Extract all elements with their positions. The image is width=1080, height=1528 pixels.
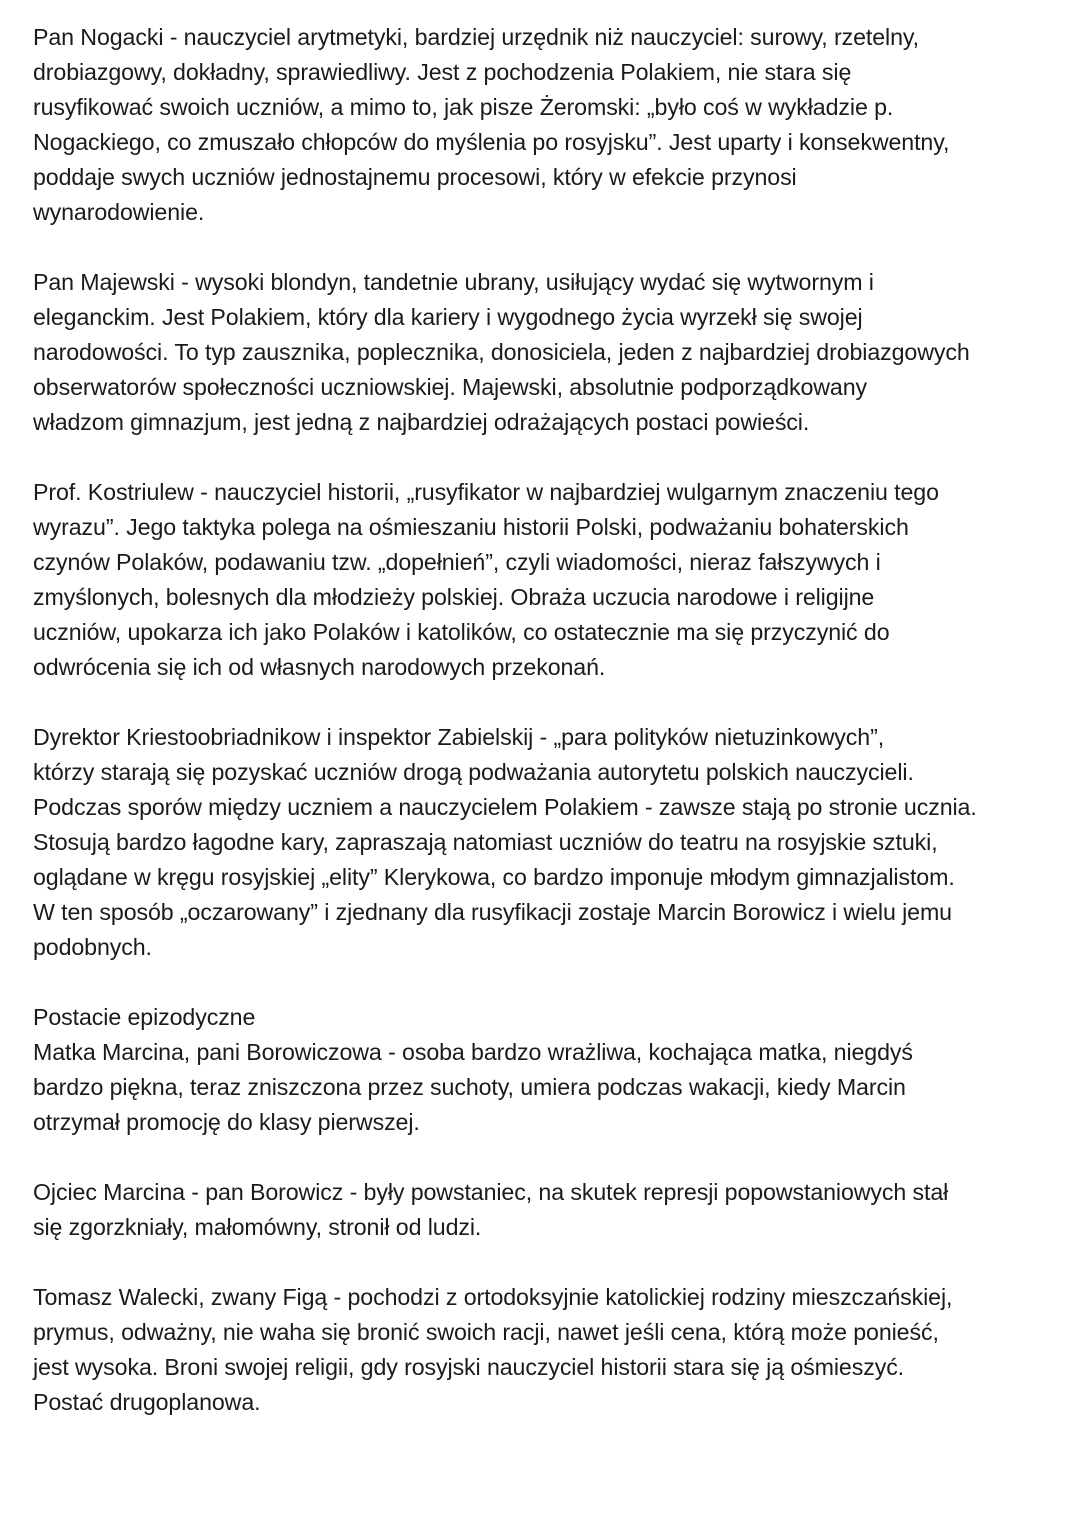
text-line: jest wysoka. Broni swojej religii, gdy rosyjski nauczyciel historii stara się ją ośmieszyć. xyxy=(33,1354,905,1380)
text-line: W ten sposób „oczarowany” i zjednany dla rusyfikacji zostaje Marcin Borowicz i wielu jemu xyxy=(33,899,952,925)
text-line: otrzymał promocję do klasy pierwszej. xyxy=(33,1109,420,1135)
text-line: eleganckim. Jest Polakiem, który dla kariery i wygodnego życia wyrzekł się swojej xyxy=(33,304,863,330)
text-line: Nogackiego, co zmuszało chłopców do myślenia po rosyjsku”. Jest uparty i konsekwentny, xyxy=(33,129,950,155)
text-line: Tomasz Walecki, zwany Figą - pochodzi z ortodoksyjnie katolickiej rodziny mieszczańskiej, xyxy=(33,1284,953,1310)
text-line: wynarodowienie. xyxy=(33,199,205,225)
text-line: Stosują bardzo łagodne kary, zapraszają natomiast uczniów do teatru na rosyjskie sztuki, xyxy=(33,829,938,855)
paragraph-ojciec xyxy=(33,1175,1063,1245)
text-line: narodowości. To typ zausznika, poplecznika, donosiciela, jeden z najbardziej drobiazgowych xyxy=(33,339,970,365)
text-line: Pan Nogacki - nauczyciel arytmetyki, bardziej urzędnik niż nauczyciel: surowy, rzetelny, xyxy=(33,24,919,50)
paragraph-majewski xyxy=(33,265,1063,440)
text-line: prymus, odważny, nie waha się bronić swoich racji, nawet jeśli cena, którą może ponieść, xyxy=(33,1319,939,1345)
paragraph-kostriulew xyxy=(33,475,1063,685)
document-page xyxy=(33,20,1063,1455)
paragraph-nogacki xyxy=(33,20,1063,230)
text-line: wyrazu”. Jego taktyka polega na ośmieszaniu historii Polski, podważaniu bohaterskich xyxy=(33,514,909,540)
text-line: uczniów, upokarza ich jako Polaków i katolików, co ostatecznie ma się przyczynić do xyxy=(33,619,890,645)
paragraph-dyrektor xyxy=(33,720,1063,965)
text-line: odwrócenia się ich od własnych narodowych przekonań. xyxy=(33,654,606,680)
text-line: którzy starają się pozyskać uczniów drogą podważania autorytetu polskich nauczycieli. xyxy=(33,759,914,785)
text-line: Ojciec Marcina - pan Borowicz - były powstaniec, na skutek represji popowstaniowych stał xyxy=(33,1179,949,1205)
text-line: Postać drugoplanowa. xyxy=(33,1389,261,1415)
text-line: bardzo piękna, teraz zniszczona przez suchoty, umiera podczas wakacji, kiedy Marcin xyxy=(33,1074,906,1100)
text-line: Pan Majewski - wysoki blondyn, tandetnie ubrany, usiłujący wydać się wytwornym i xyxy=(33,269,874,295)
text-line: podobnych. xyxy=(33,934,152,960)
paragraph-postacie-epizodyczne xyxy=(33,1000,1063,1140)
text-line: Prof. Kostriulew - nauczyciel historii, „rusyfikator w najbardziej wulgarnym znaczeniu tego xyxy=(33,479,939,505)
text-line: rusyfikować swoich uczniów, a mimo to, jak pisze Żeromski: „było coś w wykładzie p. xyxy=(33,94,894,120)
text-line: Podczas sporów między uczniem a nauczycielem Polakiem - zawsze stają po stronie ucznia. xyxy=(33,794,977,820)
text-line: obserwatorów społeczności uczniowskiej. Majewski, absolutnie podporządkowany xyxy=(33,374,868,400)
text-line: się zgorzkniały, małomówny, stronił od ludzi. xyxy=(33,1214,482,1240)
text-line: czynów Polaków, podawaniu tzw. „dopełnień”, czyli wiadomości, nieraz fałszywych i xyxy=(33,549,881,575)
section-heading: Postacie epizodyczne xyxy=(33,1004,256,1030)
text-line: poddaje swych uczniów jednostajnemu procesowi, który w efekcie przynosi xyxy=(33,164,797,190)
text-line: władzom gimnazjum, jest jedną z najbardziej odrażających postaci powieści. xyxy=(33,409,810,435)
text-line: oglądane w kręgu rosyjskiej „elity” Klerykowa, co bardzo imponuje młodym gimnazjalistom. xyxy=(33,864,955,890)
text-line: zmyślonych, bolesnych dla młodzieży polskiej. Obraża uczucia narodowe i religijne xyxy=(33,584,875,610)
text-line: Dyrektor Kriestoobriadnikow i inspektor Zabielskij - „para polityków nietuzinkowych”, xyxy=(33,724,885,750)
text-line: drobiazgowy, dokładny, sprawiedliwy. Jest z pochodzenia Polakiem, nie stara się xyxy=(33,59,852,85)
text-line: Matka Marcina, pani Borowiczowa - osoba bardzo wrażliwa, kochająca matka, niegdyś xyxy=(33,1039,913,1065)
paragraph-walecki xyxy=(33,1280,1063,1420)
